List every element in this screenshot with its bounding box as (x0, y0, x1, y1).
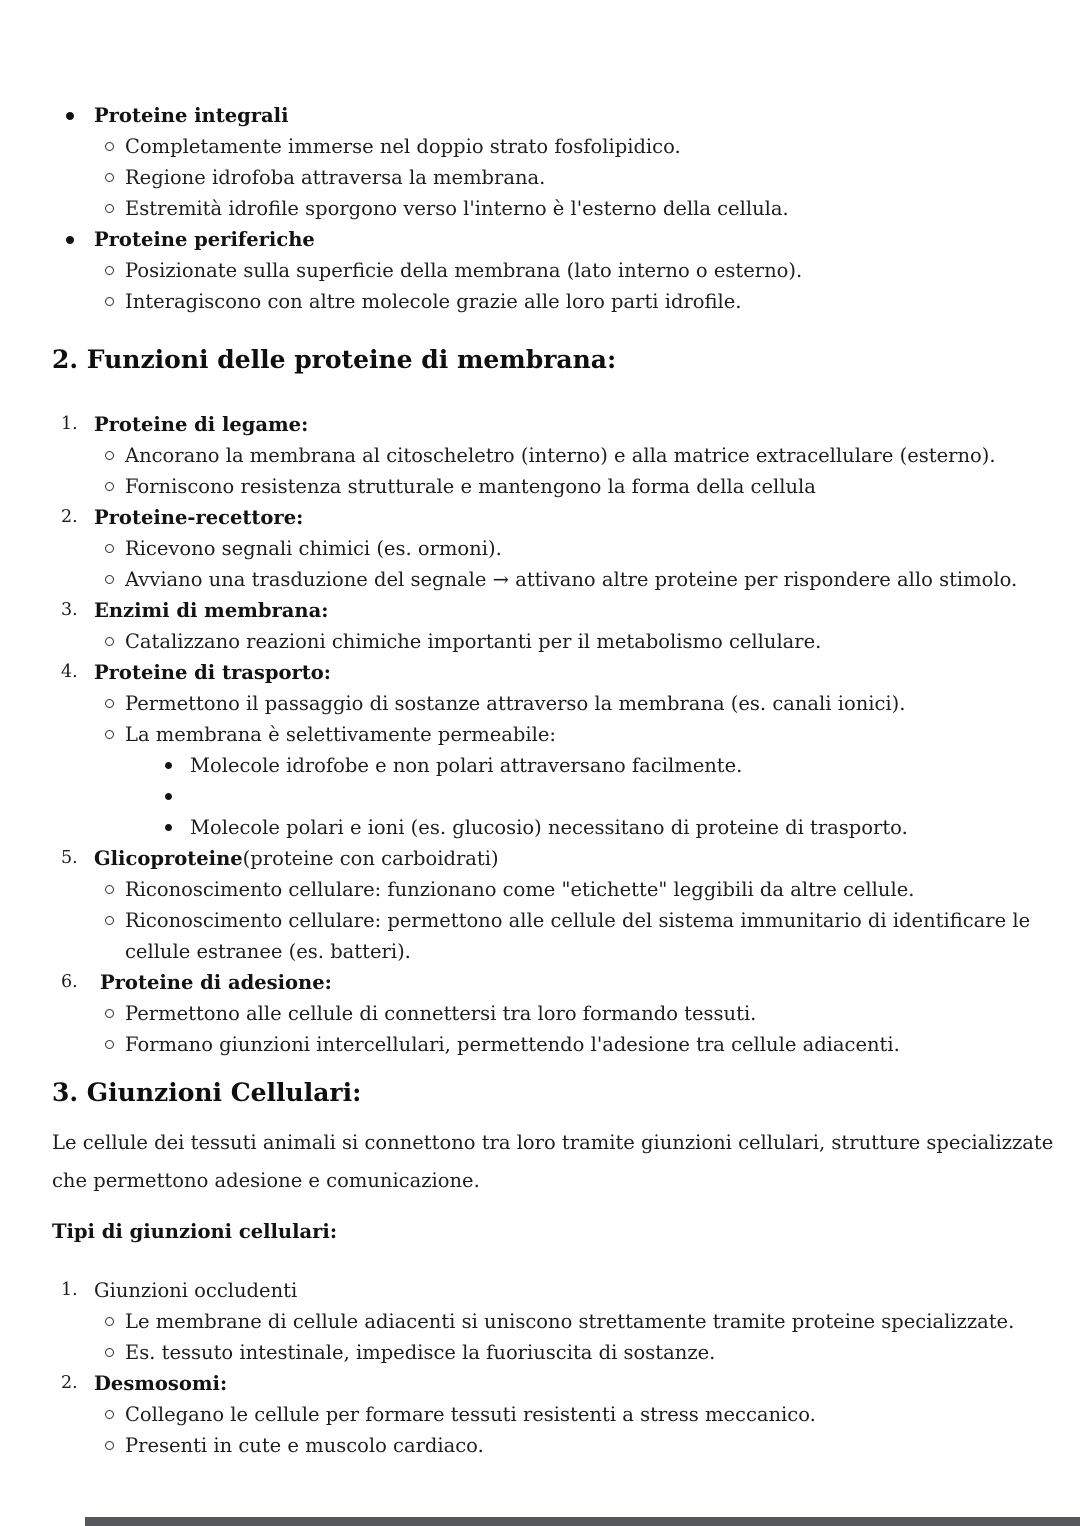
sub-item-text: Riconoscimento cellulare: funzionano come "etichette" leggibili da altre cellule. (125, 878, 915, 901)
paragraph (52, 1124, 1080, 1200)
section-heading: 2. Funzioni delle proteine di membrana: (52, 345, 617, 374)
numbered-item-label: Proteine di trasporto: (94, 661, 331, 684)
item-number: 4. (61, 662, 78, 682)
numbered-item (0, 843, 1080, 874)
numbered-item (0, 967, 1080, 998)
sub-item-text: Es. tessuto intestinale, impedisce la fuoriuscita di sostanze. (125, 1341, 716, 1364)
circle-bullet-icon (105, 905, 125, 936)
sub-item-text: Permettono il passaggio di sostanze attraverso la membrana (es. canali ionici). (125, 692, 906, 715)
item-number: 1. (61, 414, 78, 434)
sub-item-text: Interagiscono con altre molecole grazie alle loro parti idrofile. (125, 290, 742, 313)
sub-item-text: Le membrane di cellule adiacenti si uniscono strettamente tramite proteine specializzate. (125, 1310, 1015, 1333)
sub-sub-item-empty (0, 781, 1080, 812)
sub-item (0, 719, 1080, 750)
sub-sub-item-text: Molecole polari e ioni (es. glucosio) necessitano di proteine di trasporto. (190, 816, 908, 839)
item-number: 1. (61, 1280, 78, 1300)
list-item (0, 100, 1080, 131)
circle-bullet-icon (105, 688, 125, 719)
paragraph-line: Le cellule dei tessuti animali si connettono tra loro tramite giunzioni cellulari, strutture specializzate (52, 1131, 1054, 1154)
bullet-icon (165, 781, 190, 812)
sub-item-text: Catalizzano reazioni chimiche importanti per il metabolismo cellulare. (125, 630, 822, 653)
sub-item-text: Forniscono resistenza strutturale e mantengono la forma della cellula (125, 475, 816, 498)
numbered-item-label: Enzimi di membrana: (94, 599, 329, 622)
sub-item-text: Presenti in cute e muscolo cardiaco. (125, 1434, 484, 1457)
sub-item (0, 905, 1080, 967)
item-number: 5. (61, 848, 78, 868)
sub-item (0, 255, 1080, 286)
circle-bullet-icon (105, 162, 125, 193)
circle-bullet-icon (105, 1337, 125, 1368)
sub-item (0, 874, 1080, 905)
numbered-item-label-suffix: (proteine con carboidrati) (242, 847, 499, 870)
sub-heading: Tipi di giunzioni cellulari: (52, 1220, 338, 1243)
sub-item (0, 286, 1080, 317)
section-heading: 3. Giunzioni Cellulari: (52, 1078, 362, 1107)
circle-bullet-icon (105, 874, 125, 905)
circle-bullet-icon (105, 131, 125, 162)
item-number: 6. (61, 972, 78, 992)
numbered-item (0, 1368, 1080, 1399)
sub-item-text: Regione idrofoba attraversa la membrana. (125, 166, 546, 189)
sub-item (0, 131, 1080, 162)
numbered-item (0, 502, 1080, 533)
paragraph-line: che permettono adesione e comunicazione. (52, 1169, 480, 1192)
sub-item-text: Completamente immerse nel doppio strato fosfolipidico. (125, 135, 681, 158)
sub-item-text: Permettono alle cellule di connettersi tra loro formando tessuti. (125, 1002, 757, 1025)
sub-item (0, 1430, 1080, 1461)
numbered-item (0, 1275, 1080, 1306)
bullet-icon (165, 812, 190, 843)
sub-item-text: Avviano una trasduzione del segnale → attivano altre proteine per rispondere allo stimolo. (125, 568, 1018, 591)
circle-bullet-icon (105, 471, 125, 502)
sub-item-text: Collegano le cellule per formare tessuti resistenti a stress meccanico. (125, 1403, 816, 1426)
numbered-item (0, 409, 1080, 440)
circle-bullet-icon (105, 626, 125, 657)
circle-bullet-icon (105, 998, 125, 1029)
sub-item (0, 1399, 1080, 1430)
circle-bullet-icon (105, 193, 125, 224)
circle-bullet-icon (105, 1430, 125, 1461)
sub-item (0, 998, 1080, 1029)
circle-bullet-icon (105, 286, 125, 317)
sub-item-text: La membrana è selettivamente permeabile: (125, 723, 556, 746)
item-number: 2. (61, 507, 78, 527)
list-item (0, 224, 1080, 255)
numbered-item-label: Proteine di legame: (94, 413, 309, 436)
circle-bullet-icon (105, 1029, 125, 1060)
circle-bullet-icon (105, 1399, 125, 1430)
sub-sub-item (0, 750, 1080, 781)
cropped-next-element-edge (85, 1517, 1080, 1526)
sub-item (0, 533, 1080, 564)
sub-sub-item (0, 812, 1080, 843)
list-item-label: Proteine integrali (94, 104, 289, 127)
bullet-icon (165, 750, 190, 781)
sub-item-text: Posizionate sulla superficie della membrana (lato interno o esterno). (125, 259, 803, 282)
list-item-label: Proteine periferiche (94, 228, 315, 251)
circle-bullet-icon (105, 1306, 125, 1337)
numbered-item-label: Proteine di adesione: (100, 971, 332, 994)
sub-item (0, 1306, 1080, 1337)
sub-item-text-line: cellule estranee (es. batteri). (125, 940, 411, 963)
sub-item (0, 471, 1080, 502)
sub-item-text: Ancorano la membrana al citoscheletro (interno) e alla matrice extracellulare (esterno). (125, 444, 996, 467)
numbered-item (0, 595, 1080, 626)
bullet-icon (66, 224, 94, 255)
sub-sub-item-text: Molecole idrofobe e non polari attraversano facilmente. (190, 754, 743, 777)
numbered-item-label: Glicoproteine (94, 847, 243, 870)
circle-bullet-icon (105, 564, 125, 595)
sub-item-text: Ricevono segnali chimici (es. ormoni). (125, 537, 502, 560)
item-number: 2. (61, 1373, 78, 1393)
sub-item (0, 162, 1080, 193)
sub-item-text (125, 905, 1030, 967)
item-number: 3. (61, 600, 78, 620)
circle-bullet-icon (105, 255, 125, 286)
bullet-icon (66, 100, 94, 131)
numbered-item-label: Giunzioni occludenti (94, 1279, 298, 1302)
sub-item-text: Formano giunzioni intercellulari, permettendo l'adesione tra cellule adiacenti. (125, 1033, 900, 1056)
sub-item (0, 564, 1080, 595)
numbered-item (0, 657, 1080, 688)
circle-bullet-icon (105, 533, 125, 564)
sub-item (0, 688, 1080, 719)
sub-item (0, 1337, 1080, 1368)
sub-item (0, 193, 1080, 224)
sub-item (0, 626, 1080, 657)
sub-item (0, 1029, 1080, 1060)
sub-item-text: Estremità idrofile sporgono verso l'interno è l'esterno della cellula. (125, 197, 789, 220)
numbered-item-label: Desmosomi: (94, 1372, 228, 1395)
sub-item-text-line: Riconoscimento cellulare: permettono alle cellule del sistema immunitario di identificare le (125, 909, 1031, 932)
sub-item (0, 440, 1080, 471)
circle-bullet-icon (105, 440, 125, 471)
numbered-item-label: Proteine-recettore: (94, 506, 304, 529)
circle-bullet-icon (105, 719, 125, 750)
